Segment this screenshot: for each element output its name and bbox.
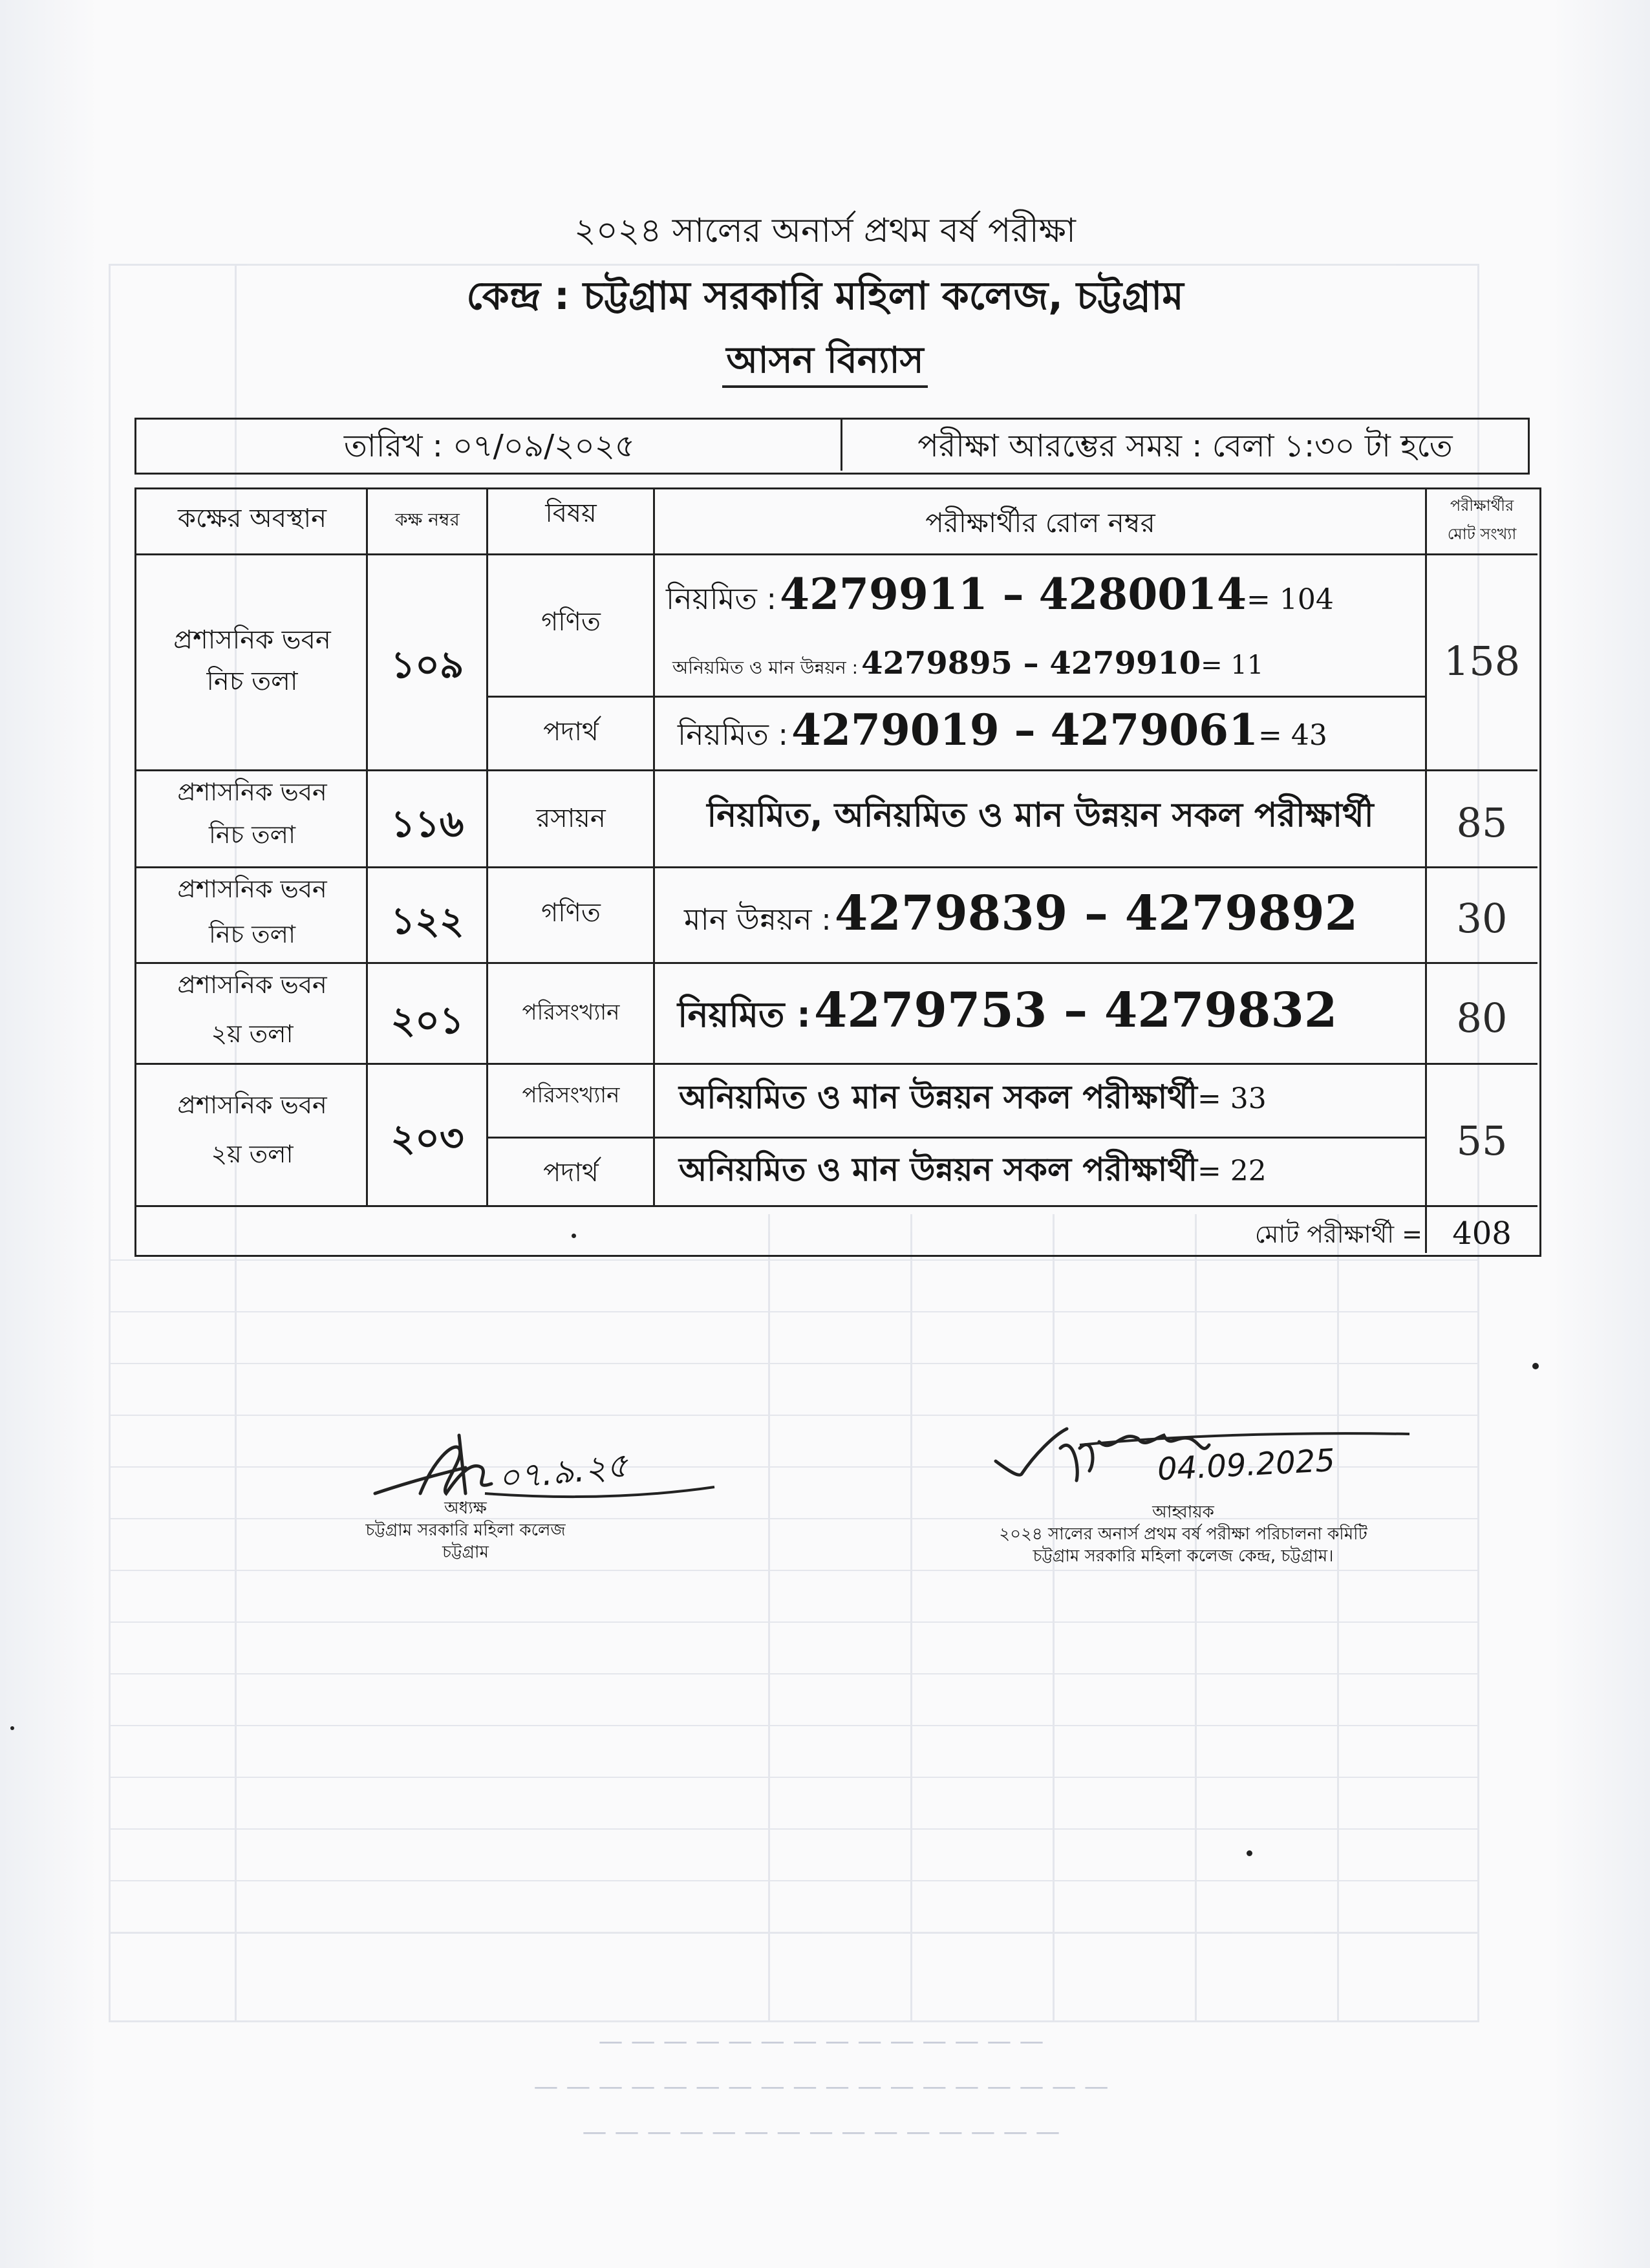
roll-entry: [684, 886, 1421, 947]
header-subject: বিষয়: [545, 498, 597, 528]
room-location: প্রশাসনিক ভবন: [177, 970, 327, 999]
roll-count: = 33: [1197, 1082, 1267, 1115]
row-divider: [134, 962, 1538, 964]
header-roll: পরীক্ষার্থীর রোল নম্বর: [925, 507, 1155, 539]
speck: [1532, 1363, 1539, 1369]
roll-text: অনিয়মিত ও মান উন্নয়ন সকল পরীক্ষার্থী: [679, 1078, 1197, 1116]
room-total: 85: [1456, 799, 1508, 846]
col-divider: [653, 487, 655, 1205]
roll-entry: [679, 1146, 1422, 1199]
row-divider: [134, 866, 1538, 868]
seat-plan-title: আসন বিন্যাস: [0, 332, 1650, 393]
room-total: 55: [1456, 1117, 1508, 1164]
room-number: ২০১: [391, 998, 464, 1042]
roll-label: মান উন্নয়ন :: [684, 902, 831, 937]
room-floor: নিচ তলা: [209, 920, 295, 948]
bleed-through-footer: — — — — — — — — — — — — — — —: [582, 2121, 1060, 2149]
room-floor: নিচ তলা: [209, 820, 295, 849]
principal-block: [278, 1497, 653, 1563]
roll-entry: [679, 1073, 1422, 1127]
speck: [572, 1234, 576, 1238]
roll-entry: [666, 569, 1422, 626]
subject: রসায়ন: [536, 804, 606, 833]
principal-college: চট্টগ্রাম সরকারি মহিলা কলেজ: [365, 1521, 566, 1540]
room-total: 80: [1456, 994, 1508, 1042]
room-floor: ২য় তলা: [211, 1020, 294, 1048]
roll-count: = 43: [1258, 719, 1327, 752]
subject: পরিসংখ্যান: [522, 1082, 620, 1108]
roll-entry: [678, 983, 1421, 1046]
room-number: ২০৩: [391, 1116, 464, 1160]
roll-range: 4279895 – 4279910: [861, 645, 1201, 681]
exam-date: তারিখ : ০৭/০৯/২০২৫: [343, 428, 636, 464]
subject: পদার্থ: [543, 717, 599, 747]
roll-range: 4279019 – 4279061: [791, 705, 1259, 755]
room-location: প্রশাসনিক ভবন: [177, 875, 327, 903]
header-total-l2: মোট সংখ্যা: [1447, 525, 1517, 543]
roll-count: = 11: [1201, 650, 1264, 680]
convener-block: [841, 1501, 1526, 1567]
header-location: কক্ষের অবস্থান: [177, 504, 327, 533]
room-floor: নিচ তলা: [206, 667, 298, 696]
convener-committee: ২০২৪ সালের অনার্স প্রথম বর্ষ পরীক্ষা পরিচালনা কমিটি: [999, 1524, 1367, 1544]
convener-center: চট্টগ্রাম সরকারি মহিলা কলেজ কেন্দ্র, চট্টগ্রাম।: [1033, 1546, 1334, 1566]
roll-range: 4279911 – 4280014: [780, 569, 1247, 619]
roll-text: অনিয়মিত ও মান উন্নয়ন সকল পরীক্ষার্থী: [679, 1151, 1197, 1188]
exam-center: কেন্দ্র : চট্টগ্রাম সরকারি মহিলা কলেজ, চট্টগ্রাম: [466, 273, 1184, 319]
roll-text: নিয়মিত, অনিয়মিত ও মান উন্নয়ন সকল পরীক্ষার্থী: [707, 796, 1374, 835]
room-number: ১০৯: [391, 643, 464, 687]
row-divider: [134, 553, 1538, 555]
info-divider: [841, 418, 842, 471]
convener-title: আহ্বায়ক: [1152, 1503, 1214, 1522]
roll-label: নিয়মিত :: [678, 994, 811, 1035]
room-number: ১১৬: [391, 802, 464, 846]
roll-entry: [678, 705, 1421, 762]
grand-total-label: মোট পরীক্ষার্থী =: [1254, 1220, 1422, 1248]
row-divider: [486, 696, 1427, 698]
col-divider: [366, 487, 368, 1205]
roll-range: 4279839 – 4279892: [834, 886, 1358, 941]
subject: গণিত: [541, 898, 601, 928]
subject: গণিত: [541, 607, 601, 637]
room-total: 158: [1443, 637, 1521, 685]
convener-signature-date: 04.09.2025: [1156, 1442, 1336, 1488]
room-location: প্রশাসনিক ভবন: [177, 778, 327, 806]
roll-label: অনিয়মিত ও মান উন্নয়ন :: [672, 657, 859, 678]
room-location: প্রশাসনিক ভবন: [177, 1091, 327, 1119]
principal-city: চট্টগ্রাম: [442, 1543, 489, 1562]
row-divider: [486, 1137, 1427, 1139]
room-total: 30: [1456, 895, 1508, 942]
exam-start-time: পরীক্ষা আরম্ভের সময় : বেলা ১:৩০ টা হতে: [917, 428, 1453, 464]
subject: পদার্থ: [543, 1158, 599, 1188]
header-total-l1: পরীক্ষার্থীর: [1450, 497, 1514, 515]
speck: [10, 1726, 14, 1730]
bleed-through-footer: — — — — — — — — — — — — — —: [598, 2030, 1044, 2059]
room-floor: ২য় তলা: [211, 1140, 294, 1168]
room-number: ১২২: [391, 899, 464, 943]
row-divider: [134, 769, 1538, 771]
roll-range: 4279753 – 4279832: [813, 983, 1338, 1038]
roll-label: নিয়মিত :: [678, 717, 789, 752]
col-divider: [486, 487, 488, 1205]
exam-title: ২০২৪ সালের অনার্স প্রথম বর্ষ পরীক্ষা: [574, 211, 1076, 250]
speck: [1247, 1850, 1252, 1856]
header-room: কক্ষ নম্বর: [395, 509, 460, 530]
bleed-through-footer: — — — — — — — — — — — — — — — — — —: [533, 2075, 1109, 2104]
roll-count: = 104: [1247, 583, 1334, 616]
principal-signature-date: ০৭.৯.২৫: [496, 1446, 630, 1499]
room-location: প্রশাসনিক ভবন: [173, 625, 331, 655]
row-divider: [134, 1205, 1538, 1207]
row-divider: [134, 1063, 1538, 1065]
principal-title: অধ্যক্ষ: [444, 1499, 487, 1518]
roll-entry: [672, 645, 1429, 684]
subject: পরিসংখ্যান: [522, 1000, 620, 1025]
roll-count: = 22: [1197, 1155, 1267, 1188]
roll-label: নিয়মিত :: [666, 581, 777, 616]
grand-total: 408: [1452, 1215, 1512, 1252]
